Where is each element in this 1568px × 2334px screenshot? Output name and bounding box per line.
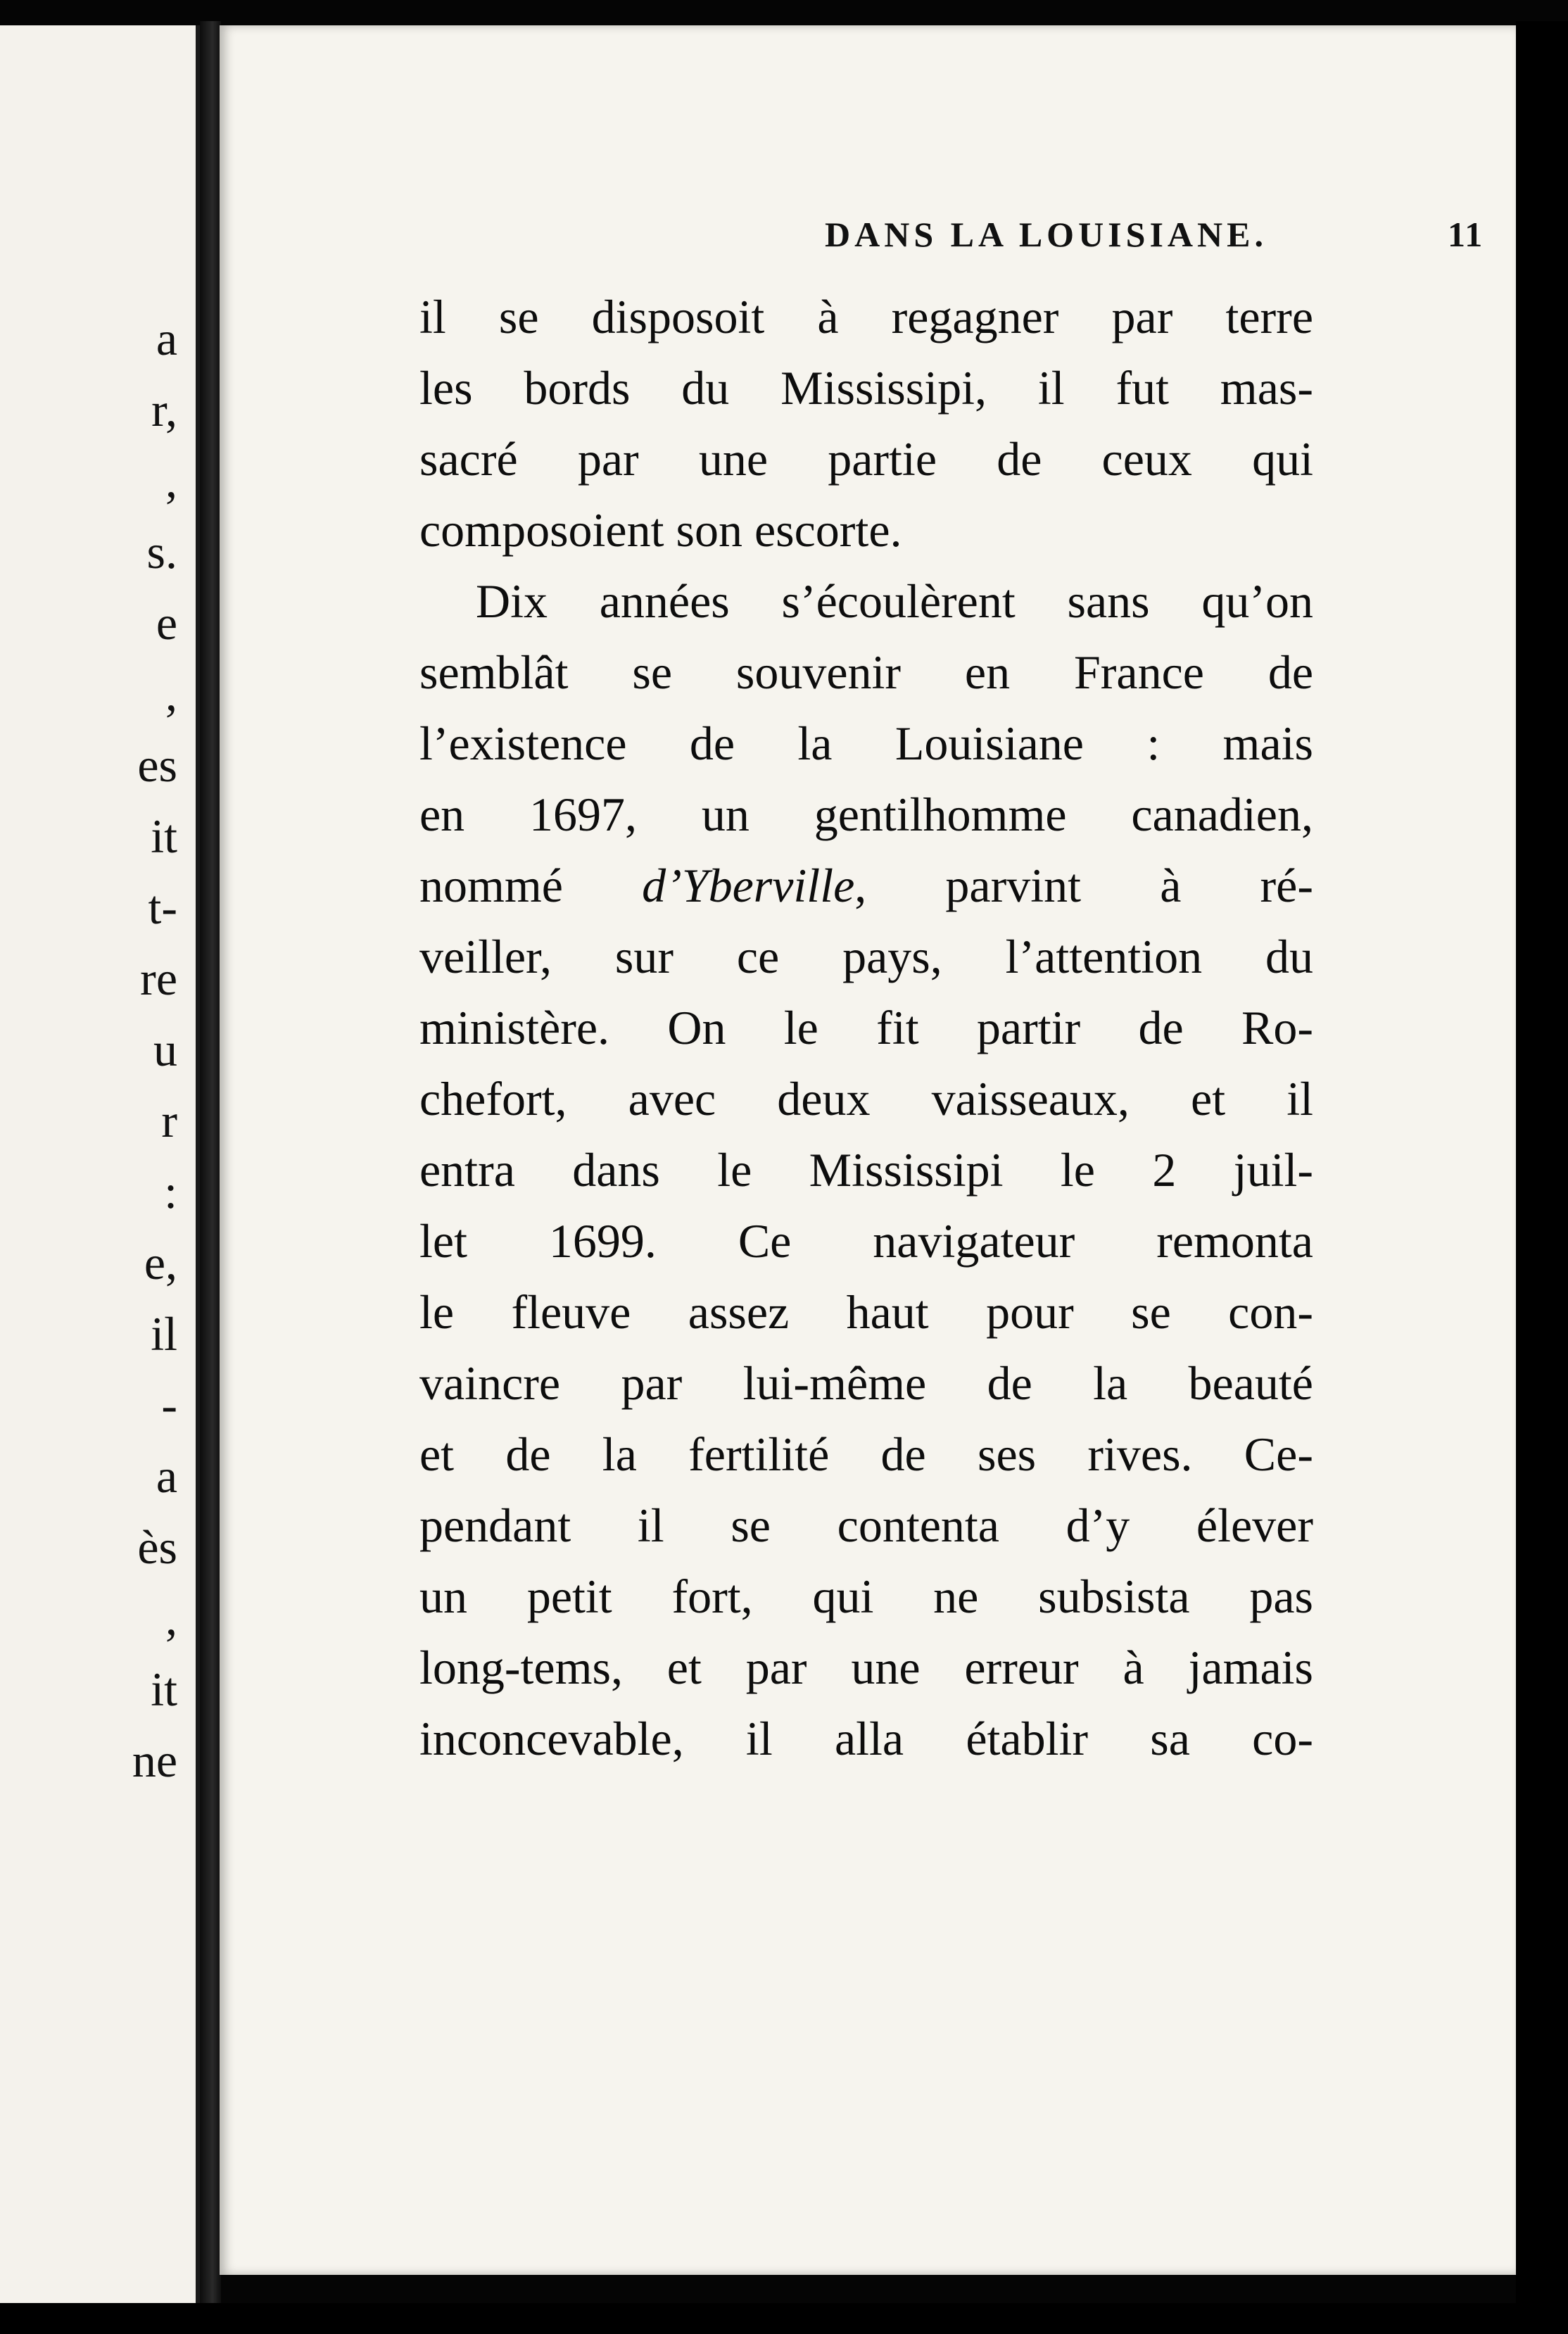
book-gutter (200, 21, 221, 2309)
text-line: veiller, sur ce pays, l’attention du (419, 930, 1313, 983)
text-line: semblât se souvenir en France de (419, 645, 1313, 699)
left-page-text-fragments (0, 303, 196, 1796)
scan-bottom-edge (0, 2303, 1568, 2334)
text-line: chefort, avec deux vaisseaux, et il (419, 1072, 1313, 1125)
text-line: let 1699. Ce navigateur remonta (419, 1214, 1313, 1268)
left-fragment: es (137, 738, 177, 792)
page-number: 11 (1448, 215, 1484, 254)
left-fragment: - (161, 1378, 177, 1432)
text-line: l’existence de la Louisiane : mais (419, 717, 1313, 770)
left-fragment: e (156, 596, 177, 650)
text-line: inconcevable, il alla établir sa co- (419, 1712, 1313, 1765)
left-fragment: t- (148, 881, 177, 934)
text-line: et de la fertilité de ses rives. Ce- (419, 1427, 1313, 1481)
text-line: pendant il se contenta d’y élever (419, 1499, 1313, 1552)
text-line-yberville: nommé d’Yberville, parvint à ré- (419, 859, 1313, 912)
left-facing-page (0, 25, 200, 2303)
left-fragment: il (151, 1307, 177, 1361)
text-line: composoient son escorte. (419, 503, 902, 557)
left-fragment: it (151, 1663, 177, 1716)
running-head-title: DANS LA LOUISIANE. (825, 215, 1267, 254)
left-fragment: , (165, 667, 177, 721)
text-line: entra dans le Mississipi le 2 juil- (419, 1143, 1313, 1197)
left-fragment: e, (144, 1236, 177, 1289)
running-head (825, 214, 1529, 255)
left-fragment: , (165, 454, 177, 507)
text-line: sacré par une partie de ceux qui (419, 432, 1313, 486)
left-fragment: a (156, 312, 177, 365)
scan-right-edge (1516, 21, 1568, 2334)
left-fragment: ès (137, 1520, 177, 1574)
left-fragment: u (153, 1023, 177, 1076)
left-fragment: s. (146, 525, 177, 579)
left-fragment: , (165, 1591, 177, 1645)
italic-name: d’Yberville (642, 859, 855, 912)
left-fragment: : (164, 1165, 177, 1218)
text-line: vaincre par lui-même de la beauté (419, 1356, 1313, 1410)
text-line: Dix années s’écoulèrent sans qu’on (476, 574, 1313, 628)
left-fragment: a (156, 1449, 177, 1503)
left-fragment: r (161, 1094, 177, 1147)
text-line: les bords du Mississipi, il fut mas- (419, 361, 1313, 415)
left-fragment: ne (132, 1734, 177, 1787)
text-line: le fleuve assez haut pour se con- (419, 1285, 1313, 1339)
text-line: il se disposoit à regagner par terre (419, 290, 1313, 343)
left-fragment: r, (151, 383, 177, 436)
text-line: en 1697, un gentilhomme canadien, (419, 788, 1313, 841)
body-text (419, 282, 1313, 1774)
text-line: un petit fort, qui ne subsista pas (419, 1570, 1313, 1623)
left-fragment: re (140, 952, 177, 1005)
text-line: ministère. On le fit partir de Ro- (419, 1001, 1313, 1054)
left-fragment: it (151, 809, 177, 863)
text-line: long-tems, et par une erreur à jamais (419, 1641, 1313, 1694)
